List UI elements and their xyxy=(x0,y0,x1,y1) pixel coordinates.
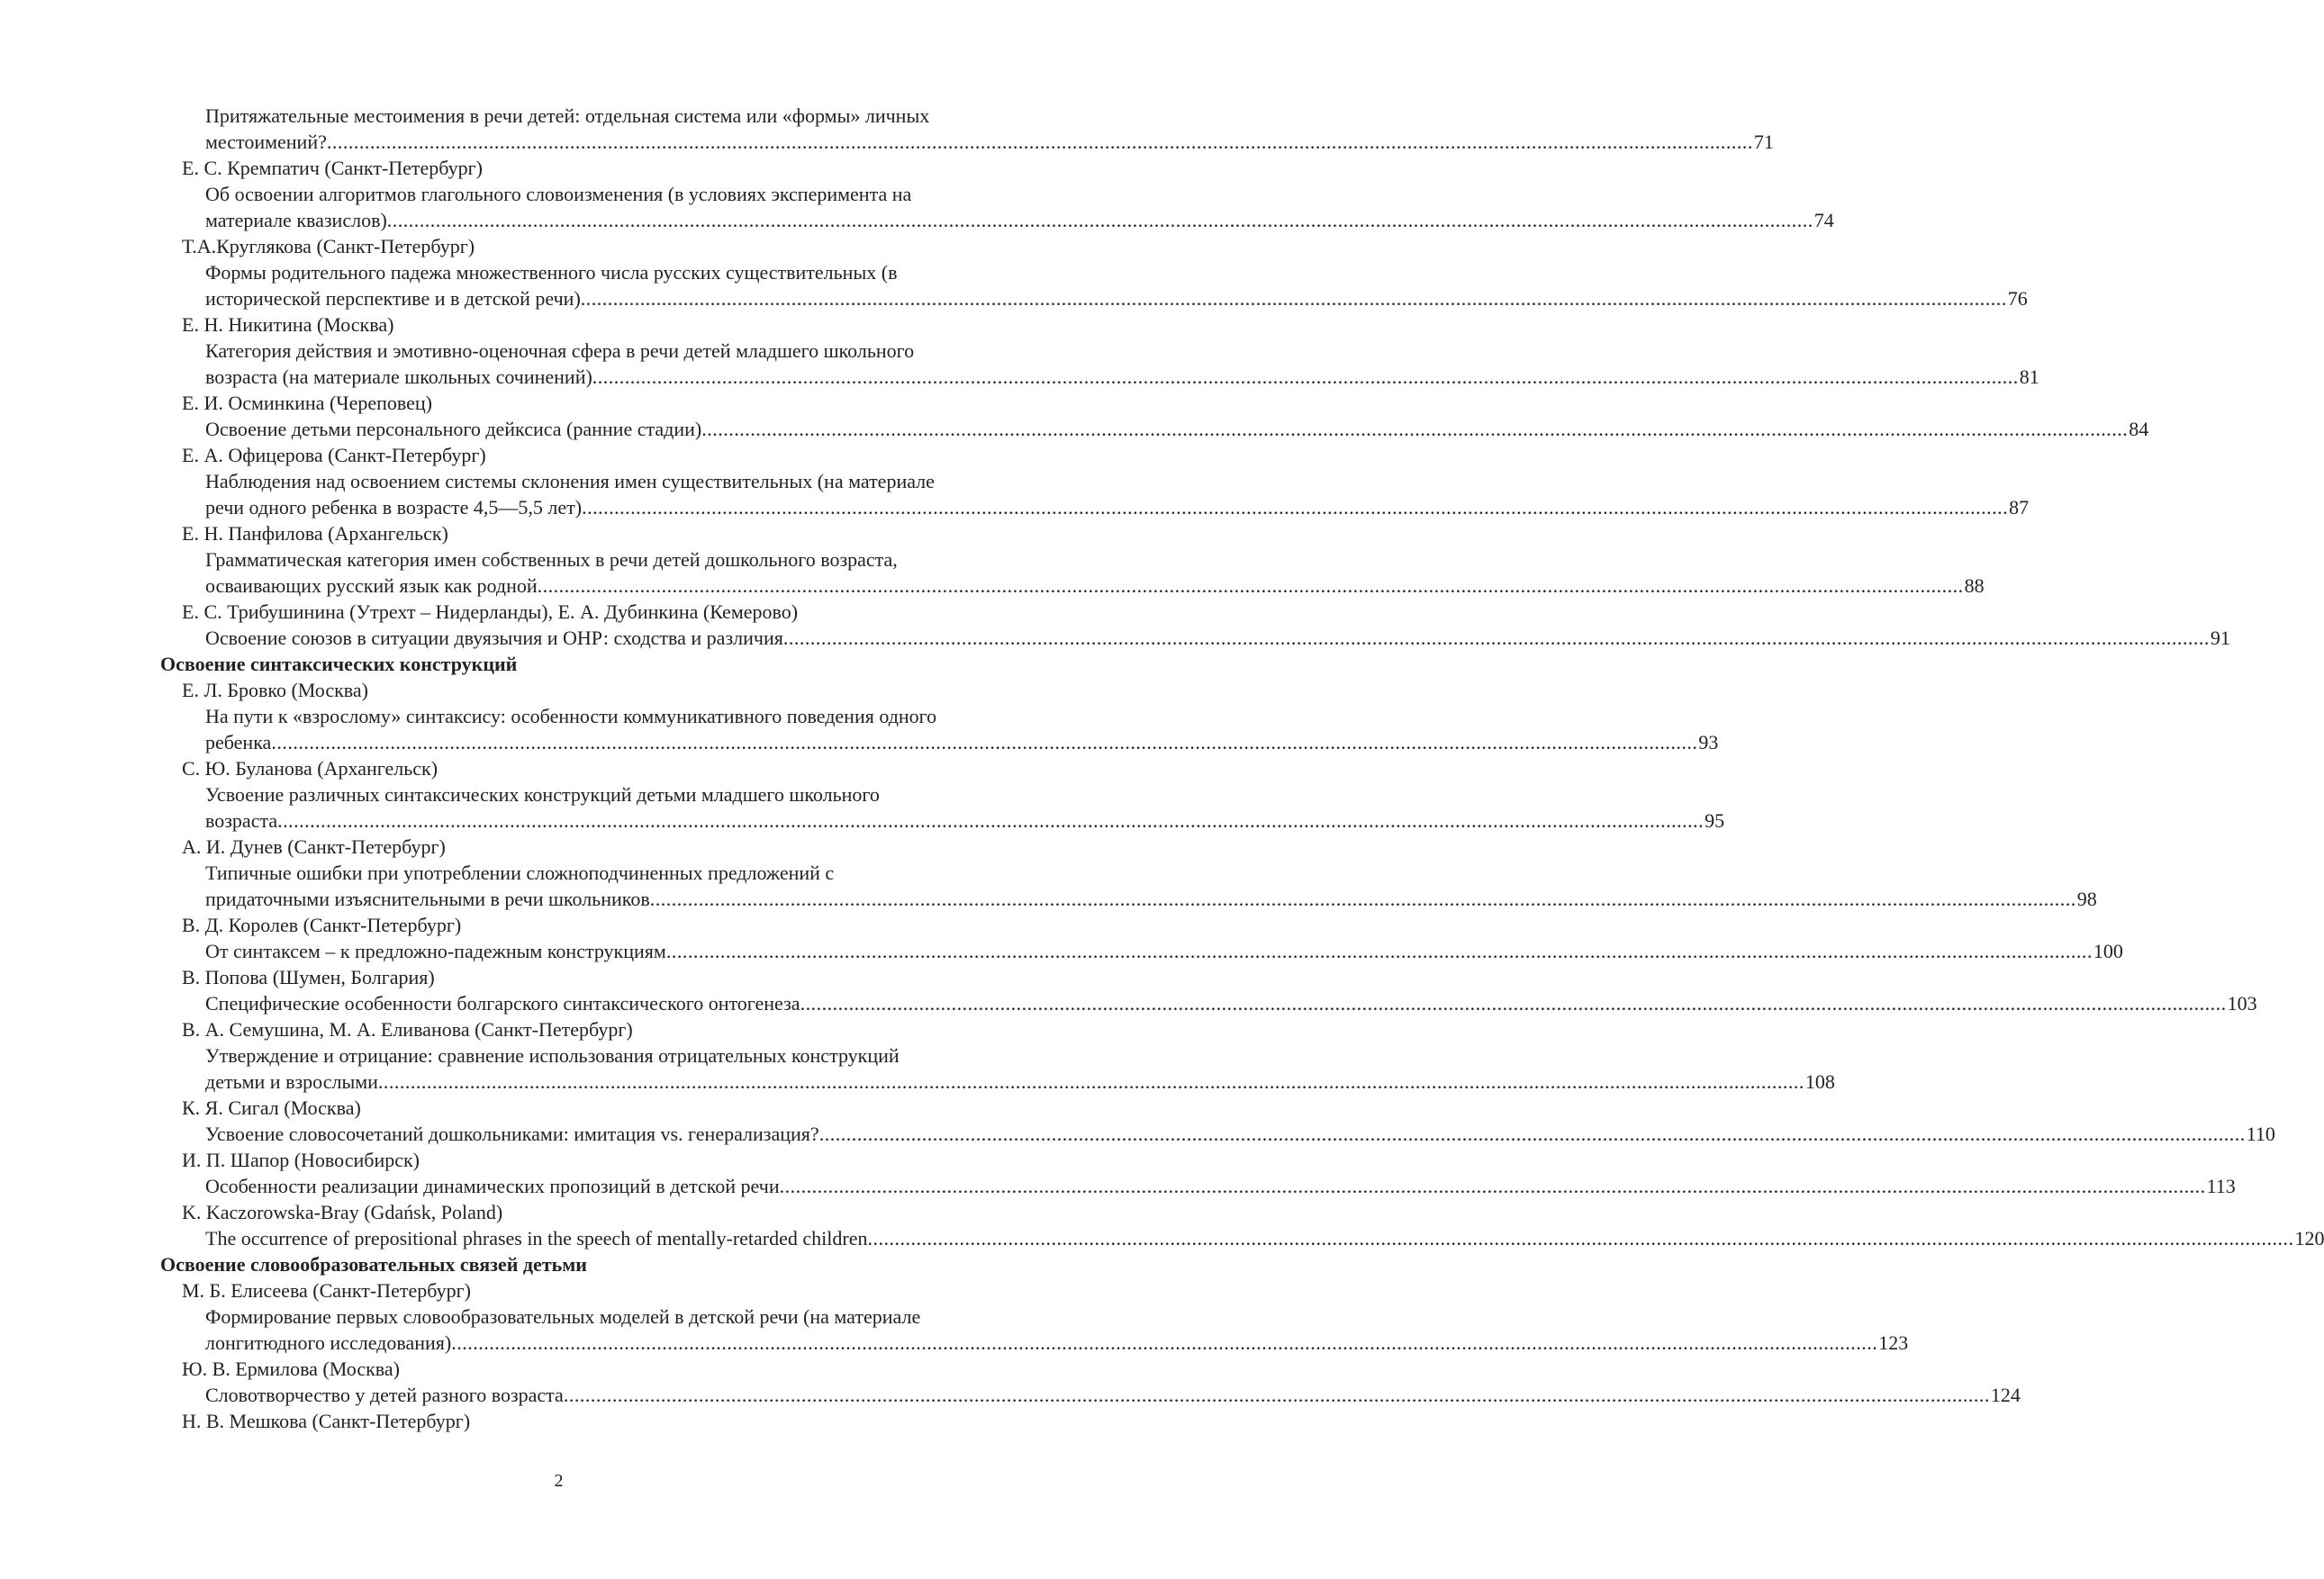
toc-title-text: Словотворчество у детей разного возраста xyxy=(205,1384,564,1406)
toc-entry-line xyxy=(160,990,2257,1016)
toc-page-number: 98 xyxy=(2076,888,2097,910)
toc-page-number: 110 xyxy=(2246,1123,2275,1145)
toc-author: Е. Л. Бровко (Москва) xyxy=(182,679,368,701)
toc-author: В. Попова (Шумен, Болгария) xyxy=(182,966,435,988)
dot-leader xyxy=(819,1121,2246,1147)
toc-page-number: 108 xyxy=(1804,1070,1835,1093)
toc-author: С. Ю. Буланова (Архангельск) xyxy=(182,757,439,780)
dot-leader xyxy=(538,573,1964,599)
toc-entry-line xyxy=(160,938,2123,964)
toc-entry-line xyxy=(160,1121,2275,1147)
toc-author: Е. С. Трибушинина (Утрехт – Нидерланды), Е. А. Дубинкина (Кемерово) xyxy=(182,600,799,623)
toc-author: Е. А. Офицерова (Санкт-Петербург) xyxy=(182,444,486,466)
toc-entry-line xyxy=(160,364,2039,390)
toc-title-line: Об освоении алгоритмов глагольного словоизменения (в условиях эксперимента на xyxy=(205,183,912,205)
toc-author: Е. Н. Никитина (Москва) xyxy=(182,313,394,336)
toc-page-number: 123 xyxy=(1878,1331,1909,1354)
dot-leader xyxy=(867,1225,2293,1251)
toc-title-text: исторической перспективе и в детской речи) xyxy=(205,287,581,310)
dot-leader xyxy=(780,1173,2206,1199)
dot-leader xyxy=(582,494,2008,520)
toc-title-text: Усвоение словосочетаний дошкольниками: имитация vs. генерализация? xyxy=(205,1123,819,1145)
toc-title-text: детьми и взрослыми xyxy=(205,1070,378,1093)
toc-page-number: 71 xyxy=(1753,131,1774,153)
toc-title-text: Особенности реализации динамических пропозиций в детской речи xyxy=(205,1175,780,1197)
toc-title-line: Типичные ошибки при употреблении сложноподчиненных предложений с xyxy=(205,862,835,884)
page-number: 2 xyxy=(554,1471,564,1491)
toc-page-number: 76 xyxy=(2007,287,2028,310)
toc-title-line: Утверждение и отрицание: сравнение использования отрицательных конструкций xyxy=(205,1044,900,1067)
toc-title-text: Освоение союзов в ситуации двуязычия и ОНР: сходства и различия xyxy=(205,627,783,649)
toc-page-number: 88 xyxy=(1964,574,1985,597)
toc-entry-line xyxy=(160,729,1719,755)
toc-page-number: 124 xyxy=(1990,1384,2021,1406)
toc-entry-line xyxy=(160,1330,1909,1356)
dot-leader xyxy=(783,625,2210,651)
table-of-contents xyxy=(160,103,2324,1434)
dot-leader xyxy=(650,886,2076,912)
dot-leader xyxy=(378,1069,1804,1095)
toc-title-text: возраста (на материале школьных сочинений) xyxy=(205,365,592,388)
toc-title-text: The occurrence of prepositional phrases in the speech of mentally-retarded children xyxy=(205,1227,868,1250)
toc-title-text: Специфические особенности болгарского синтаксического онтогенеза xyxy=(205,992,800,1015)
dot-leader xyxy=(701,416,2128,442)
toc-page-number: 84 xyxy=(2129,418,2149,440)
dot-leader xyxy=(666,938,2093,964)
toc-page-number: 120 xyxy=(2294,1227,2324,1250)
toc-title-text: осваивающих русский язык как родной xyxy=(205,574,538,597)
toc-page-number: 81 xyxy=(2019,365,2039,388)
toc-entry-line xyxy=(160,1069,1835,1095)
toc-author: Т.А.Круглякова (Санкт-Петербург) xyxy=(182,235,475,257)
toc-title-text: возраста xyxy=(205,809,278,832)
dot-leader xyxy=(800,990,2227,1016)
toc-author: Ю. В. Ермилова (Москва) xyxy=(182,1358,400,1380)
toc-page-number: 87 xyxy=(2009,496,2030,519)
toc-title-line: Категория действия и эмотивно-оценочная сфера в речи детей младшего школьного xyxy=(205,339,915,362)
toc-title-line: Грамматическая категория имен собственных в речи детей дошкольного возраста, xyxy=(205,548,898,571)
toc-title-text: придаточными изъяснительными в речи школьников xyxy=(205,888,650,910)
dot-leader xyxy=(581,285,2007,311)
dot-leader xyxy=(271,729,1697,755)
section-heading: Освоение синтаксических конструкций xyxy=(160,653,518,675)
toc-page-number: 100 xyxy=(2093,940,2123,962)
toc-title-text: Освоение детьми персонального дейксиса (ранние стадии) xyxy=(205,418,702,440)
toc-entry-line xyxy=(160,625,2230,651)
toc-page-number: 95 xyxy=(1705,809,1725,832)
toc-entry-line xyxy=(160,494,2030,520)
dot-leader xyxy=(564,1382,1990,1408)
toc-title-text: речи одного ребенка в возрасте 4,5—5,5 лет) xyxy=(205,496,583,519)
toc-title-line: Формы родительного падежа множественного числа русских существительных (в xyxy=(205,261,898,284)
toc-entry-line xyxy=(160,1225,2324,1251)
toc-author: В. Д. Королев (Санкт-Петербург) xyxy=(182,914,462,936)
toc-page-number: 113 xyxy=(2206,1175,2236,1197)
toc-entry-line xyxy=(160,1382,2021,1408)
toc-entry-line xyxy=(160,1173,2236,1199)
section-heading: Освоение словообразовательных связей детьми xyxy=(160,1253,587,1276)
toc-author: В. А. Семушина, М. А. Еливанова (Санкт-Петербург) xyxy=(182,1018,633,1041)
toc-title-text: местоимений? xyxy=(205,131,327,153)
toc-entry-line xyxy=(160,573,1985,599)
toc-entry-line xyxy=(160,416,2149,442)
toc-title-line: Притяжательные местоимения в речи детей: отдельная система или «формы» личных xyxy=(205,104,930,127)
toc-title-text: ребенка xyxy=(205,731,272,753)
toc-author: К. Я. Сигал (Москва) xyxy=(182,1096,361,1119)
toc-entry-line xyxy=(160,207,1834,233)
toc-entry-line xyxy=(160,285,2028,311)
toc-title-text: материале квазислов) xyxy=(205,209,387,231)
toc-entry-line xyxy=(160,886,2097,912)
toc-author: Е. И. Осминкина (Череповец) xyxy=(182,392,432,414)
toc-author: М. Б. Елисеева (Санкт-Петербург) xyxy=(182,1279,471,1302)
toc-title-line: Наблюдения над освоением системы склонения имен существительных (на материале xyxy=(205,470,935,492)
toc-title-line: Формирование первых словообразовательных моделей в детской речи (на материале xyxy=(205,1305,921,1328)
dot-leader xyxy=(277,808,1704,834)
toc-title-line: На пути к «взрослому» синтаксису: особенности коммуникативного поведения одного xyxy=(205,705,937,727)
toc-author: И. П. Шапор (Новосибирск) xyxy=(182,1149,420,1171)
toc-author: K. Kaczorowska-Bray (Gdańsk, Poland) xyxy=(182,1201,503,1223)
toc-author: Е. С. Кремпатич (Санкт-Петербург) xyxy=(182,157,484,179)
toc-author: А. И. Дунев (Санкт-Петербург) xyxy=(182,835,446,858)
toc-page-number: 93 xyxy=(1698,731,1719,753)
dot-leader xyxy=(387,207,1813,233)
toc-author: Е. Н. Панфилова (Архангельск) xyxy=(182,522,448,545)
toc-entry-line xyxy=(160,808,1725,834)
toc-page-number: 103 xyxy=(2227,992,2257,1015)
toc-page-number: 74 xyxy=(1813,209,1834,231)
dot-leader xyxy=(451,1330,1877,1356)
dot-leader xyxy=(327,129,1753,155)
toc-title-text: От синтаксем – к предложно-падежным конструкциям xyxy=(205,940,666,962)
toc-author: Н. В. Мешкова (Санкт-Петербург) xyxy=(182,1410,471,1432)
toc-title-text: лонгитюдного исследования) xyxy=(205,1331,452,1354)
dot-leader xyxy=(592,364,2019,390)
toc-page-number: 91 xyxy=(2210,627,2230,649)
toc-title-line: Усвоение различных синтаксических конструкций детьми младшего школьного xyxy=(205,783,880,806)
toc-entry-line xyxy=(160,129,1774,155)
